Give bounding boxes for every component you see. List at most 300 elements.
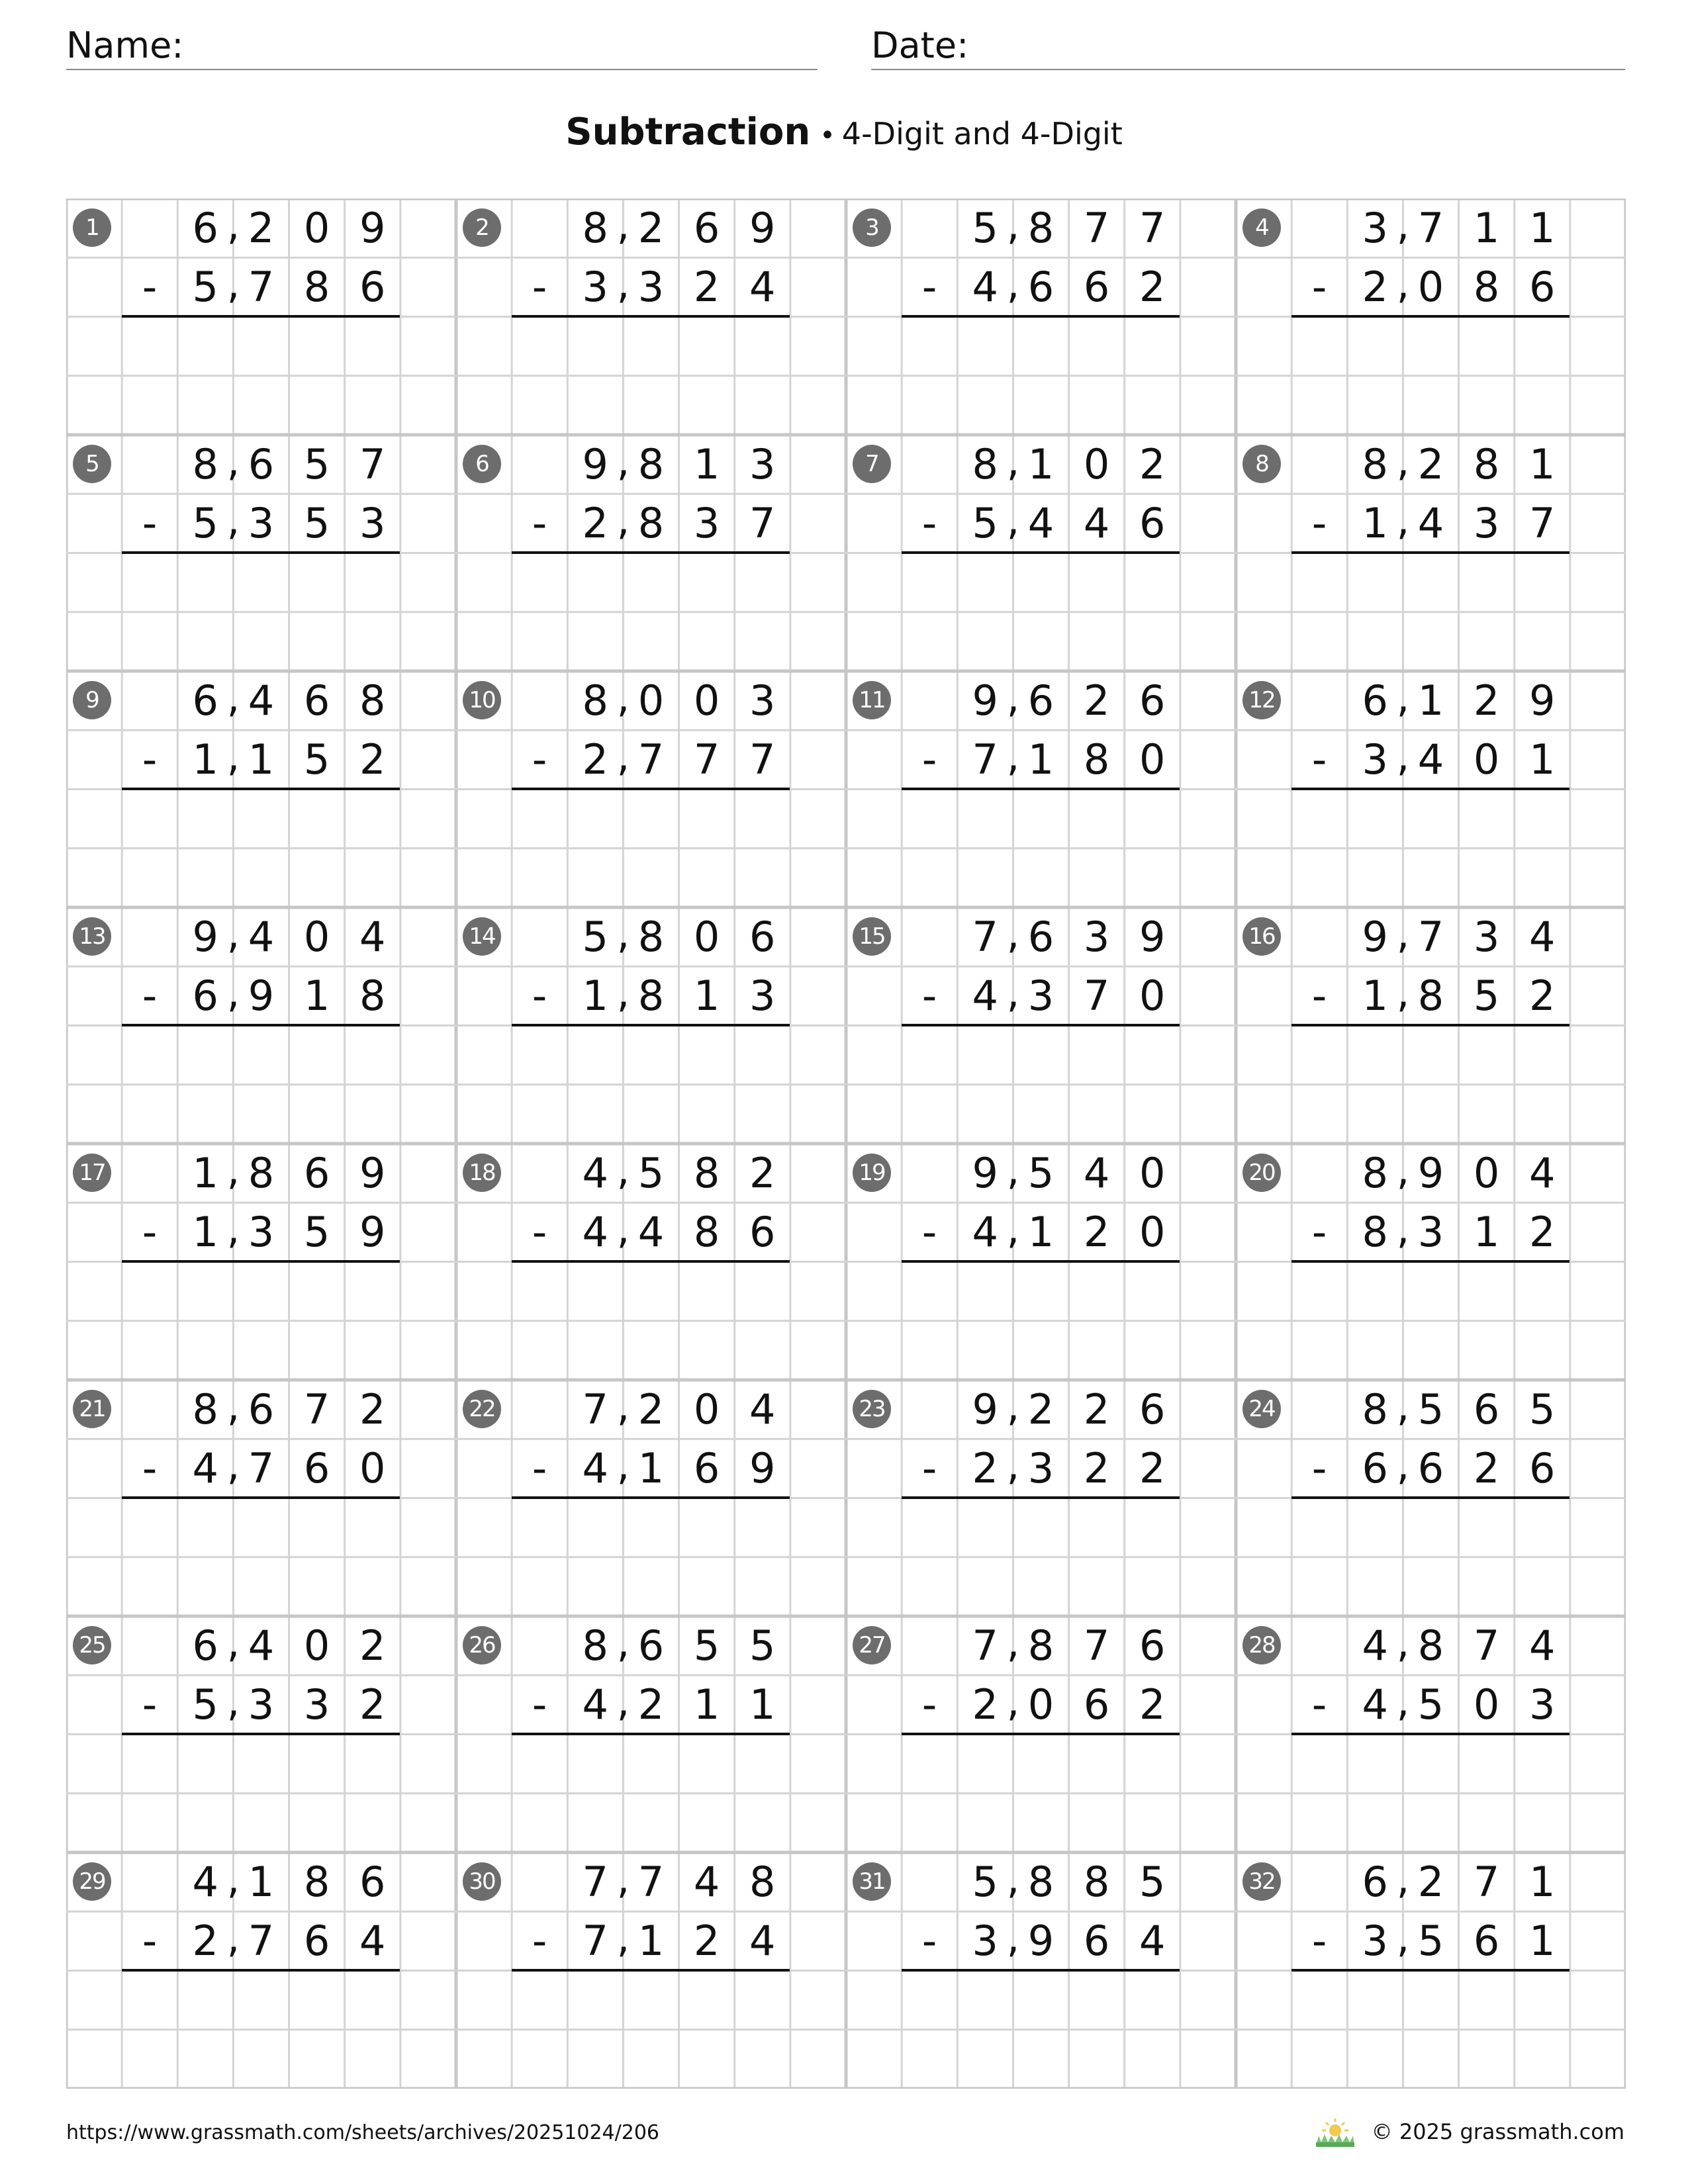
date-field[interactable] <box>871 24 1625 70</box>
minus-operator: - <box>532 499 547 547</box>
problem-number-badge: 8 <box>1243 445 1281 483</box>
subtrahend-digit: 3 <box>303 1680 330 1729</box>
subtrahend-thousands-separator: , <box>616 1677 630 1725</box>
minuend-thousands-separator: , <box>1396 1146 1410 1194</box>
problem-number-badge: 19 <box>853 1154 891 1192</box>
subtrahend-digit: 4 <box>749 263 776 311</box>
minuend-thousands-separator: , <box>616 1618 630 1666</box>
minuend-digit: 3 <box>749 676 776 725</box>
problem-25 <box>66 1616 456 1852</box>
problem-number-badge: 27 <box>853 1626 891 1664</box>
minuend-digit: 4 <box>1083 1149 1110 1197</box>
minuend-digit: 1 <box>1528 204 1556 252</box>
subtrahend-digit: 4 <box>972 972 998 1020</box>
problem-number-badge: 2 <box>463 208 501 247</box>
subtrahend-thousands-separator: , <box>1396 259 1410 308</box>
subtrahend-thousands-separator: , <box>1396 1913 1410 1962</box>
subtrahend-digit: 1 <box>1528 735 1556 784</box>
problem-1 <box>66 199 456 435</box>
subtrahend-digit: 5 <box>192 499 218 547</box>
subtrahend-thousands-separator: , <box>1006 1677 1020 1725</box>
minuend-digit: 5 <box>637 1149 665 1197</box>
problem-number-badge: 23 <box>853 1390 891 1428</box>
minuend-digit: 4 <box>1528 1149 1556 1197</box>
subtrahend-digit: 7 <box>637 735 665 784</box>
subtrahend-digit: 7 <box>1528 499 1556 547</box>
problem-6 <box>456 435 846 671</box>
minuend-digit: 6 <box>693 204 720 252</box>
problem-22 <box>456 1380 846 1616</box>
minus-operator: - <box>1311 735 1327 784</box>
minuend-digit: 5 <box>582 913 608 961</box>
minuend-digit: 7 <box>1083 204 1110 252</box>
minuend-digit: 7 <box>582 1385 608 1433</box>
subtrahend-thousands-separator: , <box>1006 1913 1020 1962</box>
minuend-digit: 2 <box>1083 676 1110 725</box>
minuend-digit: 6 <box>1027 913 1055 961</box>
minuend-digit: 8 <box>192 440 218 488</box>
subtrahend-digit: 1 <box>303 972 330 1020</box>
subtrahend-thousands-separator: , <box>1396 968 1410 1017</box>
minuend-thousands-separator: , <box>226 437 240 485</box>
subtrahend-digit: 1 <box>192 735 218 784</box>
problem-number-badge: 16 <box>1243 917 1281 956</box>
minus-operator: - <box>1311 1680 1327 1729</box>
subtrahend-digit: 3 <box>972 1917 998 1965</box>
minuend-digit: 7 <box>1473 1621 1500 1670</box>
answer-line <box>902 1024 1180 1026</box>
subtrahend-digit: 5 <box>1417 1917 1444 1965</box>
subtrahend-digit: 8 <box>637 972 665 1020</box>
minus-operator: - <box>921 735 937 784</box>
minus-operator: - <box>1311 499 1327 547</box>
minus-operator: - <box>142 1917 158 1965</box>
subtrahend-digit: 2 <box>582 735 608 784</box>
subtrahend-digit: 0 <box>1473 1680 1500 1729</box>
minuend-digit: 4 <box>582 1149 608 1197</box>
subtrahend-thousands-separator: , <box>226 1205 240 1253</box>
minuend-digit: 0 <box>1083 440 1110 488</box>
minus-operator: - <box>532 972 547 1020</box>
minuend-digit: 6 <box>1139 1621 1166 1670</box>
minus-operator: - <box>921 1917 937 1965</box>
minuend-digit: 9 <box>972 1385 998 1433</box>
minuend-digit: 9 <box>972 1149 998 1197</box>
subtrahend-digit: 1 <box>637 1917 665 1965</box>
minuend-digit: 8 <box>637 440 665 488</box>
subtrahend-thousands-separator: , <box>616 1913 630 1962</box>
subtrahend-digit: 1 <box>1027 1208 1055 1256</box>
problem-grid <box>66 199 1626 2089</box>
subtrahend-digit: 8 <box>1473 263 1500 311</box>
minuend-digit: 6 <box>303 1149 330 1197</box>
problem-number-badge: 12 <box>1243 681 1281 719</box>
subtrahend-thousands-separator: , <box>226 1441 240 1489</box>
footer-url: https://www.grassmath.com/sheets/archives/20251024/206 <box>66 2121 660 2144</box>
problem-number-badge: 26 <box>463 1626 501 1664</box>
minuend-digit: 5 <box>972 1858 998 1906</box>
minuend-thousands-separator: , <box>1396 201 1410 249</box>
answer-line <box>1291 551 1570 554</box>
minuend-digit: 9 <box>1362 913 1388 961</box>
subtrahend-digit: 3 <box>1362 735 1388 784</box>
subtrahend-digit: 4 <box>1417 735 1444 784</box>
answer-line <box>1291 1496 1570 1499</box>
problem-27 <box>846 1616 1236 1852</box>
problem-19 <box>846 1144 1236 1380</box>
minuend-digit: 5 <box>972 204 998 252</box>
problem-24 <box>1236 1380 1626 1616</box>
minuend-digit: 5 <box>303 440 330 488</box>
subtrahend-digit: 5 <box>192 263 218 311</box>
minuend-thousands-separator: , <box>226 1854 240 1903</box>
subtrahend-digit: 6 <box>359 263 386 311</box>
problem-32 <box>1236 1852 1626 2089</box>
subtrahend-digit: 5 <box>972 499 998 547</box>
problem-number-badge: 7 <box>853 445 891 483</box>
subtrahend-digit: 4 <box>582 1208 608 1256</box>
minuend-thousands-separator: , <box>616 1382 630 1430</box>
title-separator: • <box>820 120 835 151</box>
problem-21 <box>66 1380 456 1616</box>
minuend-digit: 0 <box>303 913 330 961</box>
problem-number-badge: 5 <box>73 445 111 483</box>
subtrahend-digit: 7 <box>248 1444 275 1492</box>
answer-line <box>122 1024 400 1026</box>
minuend-digit: 7 <box>637 1858 665 1906</box>
minuend-digit: 8 <box>192 1385 218 1433</box>
subtrahend-digit: 5 <box>303 1208 330 1256</box>
minuend-thousands-separator: , <box>1006 909 1020 958</box>
subtrahend-digit: 6 <box>1417 1444 1444 1492</box>
subtrahend-thousands-separator: , <box>1396 732 1410 780</box>
minuend-digit: 6 <box>1139 676 1166 725</box>
minuend-digit: 4 <box>248 1621 275 1670</box>
subtrahend-digit: 3 <box>749 972 776 1020</box>
subtrahend-thousands-separator: , <box>1006 968 1020 1017</box>
subtrahend-digit: 2 <box>1362 263 1388 311</box>
minuend-digit: 4 <box>359 913 386 961</box>
subtrahend-digit: 3 <box>1027 1444 1055 1492</box>
subtrahend-digit: 1 <box>637 1444 665 1492</box>
minuend-thousands-separator: , <box>1396 1854 1410 1903</box>
answer-line <box>902 315 1180 318</box>
minuend-digit: 6 <box>192 1621 218 1670</box>
minuend-thousands-separator: , <box>616 1146 630 1194</box>
problem-number-badge: 24 <box>1243 1390 1281 1428</box>
minuend-digit: 4 <box>1362 1621 1388 1670</box>
minus-operator: - <box>142 1208 158 1256</box>
minuend-digit: 8 <box>637 913 665 961</box>
answer-line <box>1291 1024 1570 1026</box>
subtrahend-digit: 8 <box>359 972 386 1020</box>
subtrahend-digit: 4 <box>972 263 998 311</box>
minuend-thousands-separator: , <box>226 1618 240 1666</box>
minuend-thousands-separator: , <box>616 437 630 485</box>
problem-number-badge: 22 <box>463 1390 501 1428</box>
minuend-digit: 1 <box>192 1149 218 1197</box>
answer-line <box>902 1733 1180 1735</box>
minuend-thousands-separator: , <box>616 673 630 721</box>
subtrahend-digit: 4 <box>637 1208 665 1256</box>
minuend-digit: 3 <box>1083 913 1110 961</box>
minuend-digit: 8 <box>1027 204 1055 252</box>
minuend-digit: 9 <box>1417 1149 1444 1197</box>
minuend-digit: 6 <box>1473 1385 1500 1433</box>
minuend-digit: 6 <box>248 1385 275 1433</box>
subtrahend-digit: 3 <box>359 499 386 547</box>
subtrahend-digit: 6 <box>749 1208 776 1256</box>
subtrahend-digit: 9 <box>1027 1917 1055 1965</box>
minuend-digit: 8 <box>1473 440 1500 488</box>
answer-line <box>512 1969 790 1972</box>
minuend-digit: 6 <box>1139 1385 1166 1433</box>
minuend-digit: 6 <box>749 913 776 961</box>
subtrahend-digit: 5 <box>1473 972 1500 1020</box>
minuend-digit: 1 <box>248 1858 275 1906</box>
subtrahend-digit: 2 <box>693 263 720 311</box>
minus-operator: - <box>142 972 158 1020</box>
minuend-digit: 0 <box>693 913 720 961</box>
subtrahend-digit: 8 <box>303 263 330 311</box>
name-label: Name: <box>66 24 184 66</box>
minuend-digit: 8 <box>582 676 608 725</box>
minuend-thousands-separator: , <box>1006 1146 1020 1194</box>
minus-operator: - <box>1311 263 1327 311</box>
date-label: Date: <box>871 24 969 66</box>
subtrahend-digit: 6 <box>303 1917 330 1965</box>
minuend-digit: 4 <box>192 1858 218 1906</box>
subtrahend-digit: 0 <box>1139 735 1166 784</box>
minus-operator: - <box>921 499 937 547</box>
minuend-digit: 6 <box>359 1858 386 1906</box>
minuend-digit: 4 <box>693 1858 720 1906</box>
subtrahend-digit: 2 <box>1139 263 1166 311</box>
minuend-digit: 2 <box>1027 1385 1055 1433</box>
minuend-digit: 7 <box>1139 204 1166 252</box>
minus-operator: - <box>921 1680 937 1729</box>
subtrahend-thousands-separator: , <box>1006 1205 1020 1253</box>
problem-number-badge: 10 <box>463 681 501 719</box>
problem-7 <box>846 435 1236 671</box>
minuend-digit: 8 <box>972 440 998 488</box>
subtrahend-digit: 2 <box>192 1917 218 1965</box>
subtrahend-digit: 7 <box>582 1917 608 1965</box>
subtrahend-digit: 1 <box>582 972 608 1020</box>
problem-29 <box>66 1852 456 2089</box>
minuend-digit: 7 <box>1417 204 1444 252</box>
problem-number-badge: 20 <box>1243 1154 1281 1192</box>
problem-14 <box>456 907 846 1144</box>
subtrahend-digit: 6 <box>1083 1917 1110 1965</box>
answer-line <box>512 551 790 554</box>
subtrahend-digit: 1 <box>1362 499 1388 547</box>
problem-number-badge: 15 <box>853 917 891 956</box>
subtrahend-thousands-separator: , <box>226 1913 240 1962</box>
subtrahend-digit: 1 <box>1473 1208 1500 1256</box>
minuend-digit: 5 <box>1027 1149 1055 1197</box>
subtrahend-digit: 3 <box>248 1680 275 1729</box>
subtrahend-digit: 1 <box>1027 735 1055 784</box>
minuend-digit: 7 <box>1083 1621 1110 1670</box>
minus-operator: - <box>921 1444 937 1492</box>
minuend-digit: 8 <box>1027 1621 1055 1670</box>
problem-number-badge: 32 <box>1243 1862 1281 1901</box>
grass-sun-logo-icon <box>1313 2116 1357 2148</box>
subtrahend-digit: 3 <box>582 263 608 311</box>
subtrahend-digit: 6 <box>1362 1444 1388 1492</box>
minuend-digit: 0 <box>1139 1149 1166 1197</box>
minuend-digit: 2 <box>359 1385 386 1433</box>
subtrahend-digit: 6 <box>303 1444 330 1492</box>
minuend-digit: 9 <box>582 440 608 488</box>
subtrahend-digit: 4 <box>1083 499 1110 547</box>
subtrahend-thousands-separator: , <box>616 1205 630 1253</box>
minus-operator: - <box>921 972 937 1020</box>
minuend-digit: 8 <box>1083 1858 1110 1906</box>
problem-number-badge: 21 <box>73 1390 111 1428</box>
answer-line <box>902 788 1180 790</box>
subtrahend-thousands-separator: , <box>1396 1205 1410 1253</box>
problem-13 <box>66 907 456 1144</box>
minuend-thousands-separator: , <box>1396 437 1410 485</box>
minuend-digit: 1 <box>1027 440 1055 488</box>
minuend-digit: 8 <box>582 1621 608 1670</box>
minuend-digit: 4 <box>1528 1621 1556 1670</box>
minus-operator: - <box>532 1208 547 1256</box>
problem-26 <box>456 1616 846 1852</box>
minuend-digit: 1 <box>1528 1858 1556 1906</box>
answer-line <box>1291 1969 1570 1972</box>
subtrahend-digit: 2 <box>1473 1444 1500 1492</box>
subtrahend-digit: 2 <box>359 1680 386 1729</box>
subtrahend-digit: 4 <box>1139 1917 1166 1965</box>
answer-line <box>512 1260 790 1263</box>
answer-line <box>122 1733 400 1735</box>
footer-brand <box>1313 2115 1624 2148</box>
answer-line <box>122 1496 400 1499</box>
minuend-thousands-separator: , <box>226 201 240 249</box>
problem-17 <box>66 1144 456 1380</box>
subtrahend-digit: 7 <box>749 499 776 547</box>
problem-16 <box>1236 907 1626 1144</box>
subtrahend-digit: 8 <box>1083 735 1110 784</box>
minuend-digit: 2 <box>1417 440 1444 488</box>
problem-31 <box>846 1852 1236 2089</box>
minuend-digit: 2 <box>359 1621 386 1670</box>
subtrahend-digit: 7 <box>972 735 998 784</box>
minuend-digit: 6 <box>1362 1858 1388 1906</box>
subtrahend-digit: 6 <box>1083 263 1110 311</box>
minuend-digit: 8 <box>1362 440 1388 488</box>
minuend-digit: 1 <box>693 440 720 488</box>
subtrahend-digit: 4 <box>359 1917 386 1965</box>
minuend-digit: 0 <box>1473 1149 1500 1197</box>
subtrahend-digit: 3 <box>693 499 720 547</box>
subtrahend-digit: 4 <box>192 1444 218 1492</box>
subtrahend-digit: 6 <box>1083 1680 1110 1729</box>
subtrahend-digit: 6 <box>1528 1444 1556 1492</box>
subtrahend-digit: 3 <box>248 1208 275 1256</box>
minus-operator: - <box>1311 972 1327 1020</box>
minuend-digit: 1 <box>1473 204 1500 252</box>
minuend-digit: 5 <box>1139 1858 1166 1906</box>
worksheet-title <box>0 106 1688 167</box>
minuend-digit: 7 <box>1473 1858 1500 1906</box>
minuend-digit: 9 <box>192 913 218 961</box>
answer-line <box>122 315 400 318</box>
minuend-digit: 5 <box>693 1621 720 1670</box>
subtrahend-digit: 6 <box>1473 1917 1500 1965</box>
subtrahend-thousands-separator: , <box>616 496 630 544</box>
subtrahend-digit: 7 <box>1083 972 1110 1020</box>
subtrahend-digit: 0 <box>1139 972 1166 1020</box>
problem-number-badge: 30 <box>463 1862 501 1901</box>
subtrahend-digit: 2 <box>1139 1680 1166 1729</box>
subtrahend-digit: 0 <box>1417 263 1444 311</box>
name-field[interactable] <box>66 24 818 70</box>
minuend-digit: 1 <box>1417 676 1444 725</box>
problem-30 <box>456 1852 846 2089</box>
answer-line <box>512 315 790 318</box>
minuend-digit: 0 <box>693 676 720 725</box>
subtrahend-digit: 8 <box>637 499 665 547</box>
subtrahend-digit: 5 <box>303 499 330 547</box>
minuend-thousands-separator: , <box>1006 673 1020 721</box>
minus-operator: - <box>532 1917 547 1965</box>
minuend-digit: 7 <box>582 1858 608 1906</box>
subtrahend-thousands-separator: , <box>616 1441 630 1489</box>
problem-10 <box>456 671 846 907</box>
answer-line <box>1291 315 1570 318</box>
minuend-digit: 9 <box>749 204 776 252</box>
subtrahend-digit: 3 <box>1417 1208 1444 1256</box>
minuend-digit: 0 <box>303 204 330 252</box>
subtrahend-digit: 3 <box>1027 972 1055 1020</box>
minuend-digit: 0 <box>637 676 665 725</box>
minus-operator: - <box>1311 1917 1327 1965</box>
subtrahend-digit: 5 <box>192 1680 218 1729</box>
subtrahend-digit: 6 <box>192 972 218 1020</box>
subtrahend-thousands-separator: , <box>616 968 630 1017</box>
answer-line <box>512 1496 790 1499</box>
minuend-digit: 7 <box>303 1385 330 1433</box>
minus-operator: - <box>142 735 158 784</box>
minus-operator: - <box>921 1208 937 1256</box>
subtrahend-digit: 8 <box>1362 1208 1388 1256</box>
minuend-digit: 3 <box>749 440 776 488</box>
subtrahend-digit: 0 <box>1139 1208 1166 1256</box>
minuend-thousands-separator: , <box>616 909 630 958</box>
answer-line <box>122 1969 400 1972</box>
minuend-digit: 8 <box>1027 1858 1055 1906</box>
subtrahend-thousands-separator: , <box>1006 259 1020 308</box>
minuend-digit: 9 <box>359 1149 386 1197</box>
problem-number-badge: 3 <box>853 208 891 247</box>
answer-line <box>122 788 400 790</box>
problem-number-badge: 1 <box>73 208 111 247</box>
answer-line <box>1291 788 1570 790</box>
subtrahend-digit: 0 <box>359 1444 386 1492</box>
minuend-digit: 2 <box>749 1149 776 1197</box>
answer-line <box>902 1260 1180 1263</box>
problem-number-badge: 4 <box>1243 208 1281 247</box>
subtrahend-digit: 4 <box>749 1917 776 1965</box>
minuend-digit: 3 <box>1473 913 1500 961</box>
subtrahend-thousands-separator: , <box>1006 496 1020 544</box>
subtrahend-thousands-separator: , <box>226 1677 240 1725</box>
subtrahend-digit: 1 <box>693 1680 720 1729</box>
